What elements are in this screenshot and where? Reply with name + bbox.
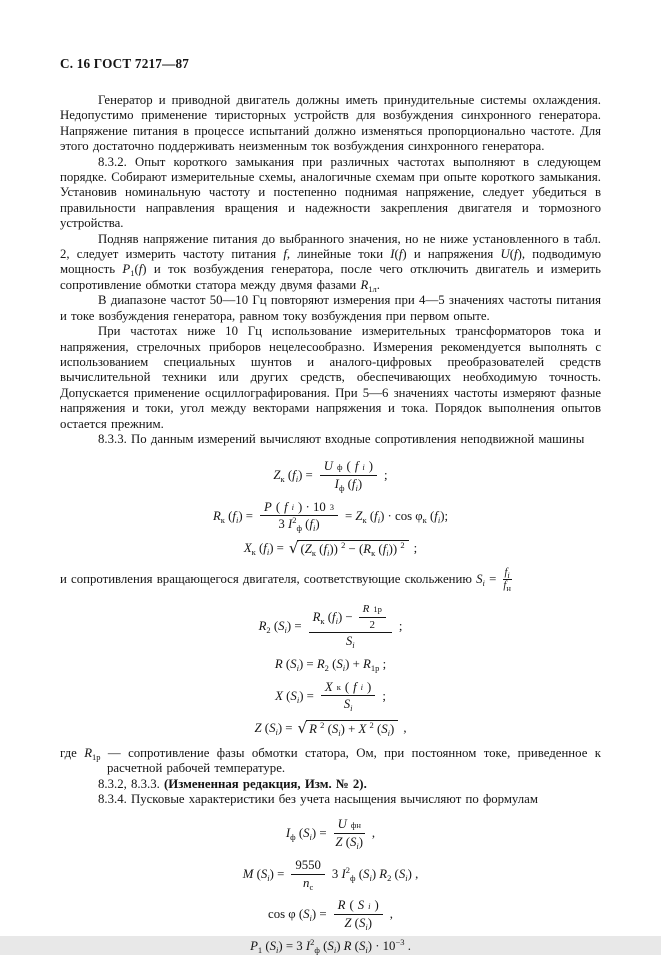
paragraph-8-3-2: 8.3.2. Опыт короткого замыкания при различных частотах выполняют в следующем порядке. Собирают измерительные схемы, аналогичные схемам при опыте короткого замыкания. Установив номинальную частоту и постепенно поднимая напряжение, следует убедиться в правильности направления вращения и надежности закрепления двигателя и тормозного устройства. bbox=[60, 154, 601, 231]
fraction bbox=[291, 858, 325, 890]
fraction-denominator: $S_i$ bbox=[343, 697, 353, 714]
paragraph-rotating-resistances bbox=[60, 567, 601, 593]
formula-xk-tail: ; bbox=[413, 541, 418, 556]
nested-fraction bbox=[359, 603, 386, 631]
fraction bbox=[260, 500, 338, 532]
paragraph-amendment bbox=[60, 777, 601, 792]
formula-r bbox=[60, 657, 601, 672]
paragraph-generator-cooling: Генератор и приводной двигатель должны иметь принудительные системы охлаждения. Недопустимо применение тиристорных устройств для возбуждения синхронного генератора. Напряжение питания в процессе испытаний должно изменяться пропорционально частоте. Для этого достаточно поддерживать неизменным ток возбуждения синхронного генератора. bbox=[60, 93, 601, 154]
formula-z-tail: , bbox=[403, 721, 407, 736]
paragraph-where-r1p: где $R_{1р}$ — сопротивление фазы обмотки статора, Ом, при постоянном токе, приведенное к расчетной рабочей температуре. bbox=[60, 745, 601, 776]
paragraph-rotating-text: и сопротивления вращающегося двигателя, соответствующие скольжению $S_i$ = bbox=[60, 571, 497, 588]
paragraph-8-3-4: 8.3.4. Пусковые характеристики без учета насыщения вычисляют по формулам bbox=[98, 792, 538, 807]
formula-rk-rhs: = $Z_к$ $(f_i) \cdot \cos \varphi_к$ $(f_i)$; bbox=[345, 508, 449, 525]
fraction-numerator: P ( f i ) · 10 3 bbox=[260, 500, 338, 517]
fraction-denominator: Z $(S_i)$ bbox=[335, 835, 364, 852]
formula-r2-lhs: $R_2$ $(S_i)$ = bbox=[258, 618, 302, 635]
fraction bbox=[321, 680, 375, 712]
radicand: R $^2$ $(S_i) + X$ $^2$ $(S_i)$ bbox=[306, 720, 398, 737]
formula-iph-lhs: $I_ф$ $(S_i)$ = bbox=[285, 826, 327, 843]
formula-zk-tail: ; bbox=[384, 468, 388, 483]
fraction-numerator: 9550 bbox=[291, 858, 325, 875]
fraction-numerator: R ( S i ) bbox=[334, 898, 383, 915]
formula-p1-text: $P_1$ $(S_i) = 3$ $I^2_ф$ $(S_i)$ R $(S_i) \cdot 10^{-3}$ . bbox=[250, 936, 411, 955]
fraction-numerator: $f_i$ bbox=[504, 566, 510, 580]
formula-iph bbox=[60, 817, 601, 852]
paragraph-frequency-range: В диапазоне частот 50—10 Гц повторяют измерения при 4—5 значениях частоты питания и токе возбуждения генератора, равном току возбуждения при первом опыте. bbox=[60, 293, 601, 323]
fraction-denominator: 2 bbox=[369, 618, 375, 631]
fraction-denominator: Z $(S_i)$ bbox=[344, 915, 372, 932]
formula-xk bbox=[60, 540, 601, 557]
radicand: ($Z_к$ $(f_i)$) $^2 - (R_к$ $(f_i)$) $^2$ bbox=[297, 540, 408, 557]
formula-x-lhs: X $(S_i)$ = bbox=[275, 688, 314, 705]
formula-cosphi-tail: , bbox=[389, 907, 393, 922]
formula-p1 bbox=[60, 936, 601, 955]
fraction-numerator bbox=[309, 603, 392, 633]
fraction bbox=[309, 603, 392, 649]
fraction bbox=[334, 898, 383, 930]
formula-r-text: R $(S_i) = R_2$ $(S_i) + R_{1р}$ ; bbox=[274, 657, 387, 674]
page-header: С. 16 ГОСТ 7217—87 bbox=[60, 56, 190, 71]
fraction bbox=[334, 817, 365, 852]
fraction-denominator: $f_н$ bbox=[503, 580, 511, 594]
formula-r2 bbox=[60, 603, 601, 649]
square-root bbox=[289, 540, 409, 557]
formula-rk-lhs: $R_к$ $(f_i)$ = bbox=[212, 508, 253, 525]
fraction-numerator: U ф ( f i ) bbox=[320, 459, 377, 476]
amendment-bold: (Измененная редакция, Изм. № 2). bbox=[163, 776, 367, 791]
formula-x bbox=[60, 680, 601, 712]
formula-zk-lhs: $Z_к$ $(f_i)$ = bbox=[273, 468, 313, 485]
fraction-denominator: 3 $I^2_ф$ $(f_i)$ bbox=[278, 515, 320, 534]
formula-cosphi-lhs: cos φ $(S_i)$ = bbox=[268, 907, 327, 924]
fraction-numerator: R 1р bbox=[359, 603, 386, 618]
fraction-denominator: $I_ф$ $(f_i)$ bbox=[334, 477, 363, 494]
radical-sign: √ bbox=[288, 539, 299, 558]
amendment-prefix: 8.3.2, 8.3.3. bbox=[98, 776, 164, 791]
formula-z-lhs: Z $(S_i)$ = bbox=[254, 721, 293, 738]
formula-z bbox=[60, 720, 601, 737]
paragraph-measure-voltage: Подняв напряжение питания до выбранного значения, но не ниже установленного в табл. 2, следует измерить частоту питания f, линейные токи I(f) и напряжения U(f), подводимую мощность $P_1(f)$ и ток возбуждения генератора, после чего отключить двигатель и измерить сопротивление обмотки статора между двумя фазами $R_{1л}$. bbox=[60, 231, 602, 294]
formula-rk bbox=[60, 500, 601, 532]
formula-zk bbox=[60, 459, 601, 494]
numerator-text: $R_к$ $(f_i)$ − bbox=[312, 609, 353, 626]
formula-m-lhs: M $(S_i)$ = bbox=[242, 866, 285, 883]
paragraph-8-3-3: 8.3.3. По данным измерений вычисляют входные сопротивления неподвижной машины bbox=[98, 431, 585, 446]
formula-m-rhs: 3 $I^2_ф$ $(S_i)$ $R_2$ $(S_i)$ , bbox=[331, 864, 419, 883]
fraction-numerator: X к ( f i ) bbox=[321, 680, 375, 697]
formula-r2-tail: ; bbox=[398, 618, 403, 633]
fraction-denominator: $S_i$ bbox=[345, 634, 355, 651]
formula-cosphi bbox=[60, 898, 601, 930]
formula-m bbox=[60, 858, 601, 890]
formula-xk-lhs: $X_к$ $(f_i)$ = bbox=[243, 541, 284, 558]
paragraph-below-10hz: При частотах ниже 10 Гц использование измерительных трансформаторов тока и напряжения, стрелочных приборов нецелесообразно. Измерения рекомендуется выполнять с использованием специальных шунтов и аналого-цифровых преобразователей средств вычислительной техники или других средств, обеспечивающих необходимую точность. Допускается применение осциллографирования. При 5—6 значениях частоты измеряют фазные напряжения и токи, угол между векторами напряжения и тока. Порядок выполнения опытов остается прежним. bbox=[60, 324, 601, 431]
fraction-denominator: $n_с$ bbox=[303, 875, 314, 892]
formula-iph-tail: , bbox=[371, 826, 376, 841]
fraction bbox=[320, 459, 377, 494]
slip-fraction bbox=[503, 567, 512, 593]
square-root bbox=[298, 720, 399, 737]
radical-sign: √ bbox=[297, 719, 308, 738]
fraction-numerator: U фн bbox=[334, 817, 365, 834]
formula-x-tail: ; bbox=[382, 688, 386, 703]
